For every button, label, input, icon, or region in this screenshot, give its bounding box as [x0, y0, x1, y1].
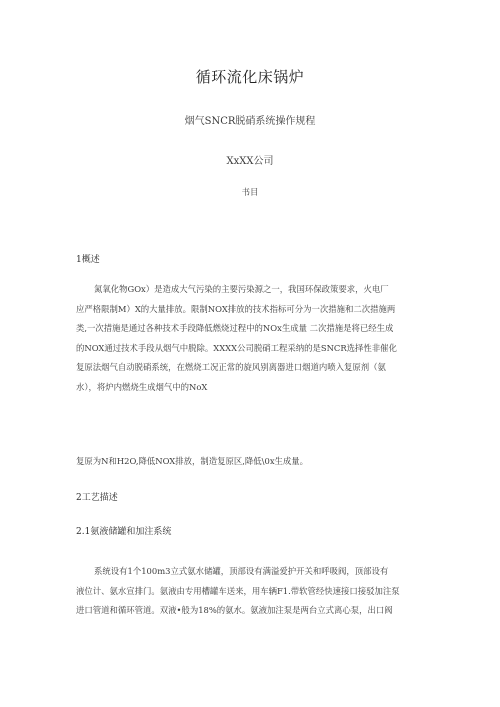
company-name: XxXX公司 [226, 156, 274, 167]
paragraph-line: 水），将炉内燃烧生成烟气中的NoX [76, 381, 208, 392]
paragraph-line: 类,一次措施是通过各种技术手段降低燃烧过程中的NOx生成量 二次措施是将已经生成 [76, 323, 394, 333]
toc-label: 书目 [241, 188, 259, 198]
document-subtitle: 烟气SNCR脱硝系统操作规程 [184, 116, 316, 127]
paragraph-line: 系统设有1个100m3立式氨水储罐，顶部设有满溢爱护开关和呼吸阀，顶部设有 [94, 566, 389, 576]
paragraph-line: 氮氧化物GOx）是造成大气污染的主要污染源之一，我国环保政策要求，火电厂 [94, 284, 389, 294]
section-heading-overview: 1概述 [76, 255, 100, 265]
paragraph-line: 液位计、氨水宣排门。氨液由专用槽罐车送来，用车辆F1.带软管经快速接口接驳加注泵 [76, 585, 400, 596]
subsection-heading-ammonia: 2.1氨液储罐和加注系统 [76, 527, 172, 537]
section-heading-process: 2工艺描述 [76, 493, 118, 503]
document-title: 循环流化床锅炉 [195, 68, 305, 86]
overview-paragraph [76, 280, 426, 397]
paragraph-line: 复原法烟气自动脱硝系统，在燃烧工况正常的旋风别离器进口烟道内喷入复原剂（氨 [76, 362, 386, 372]
paragraph-line: 复原为N和H2O,降低NOX排放，制造复原区,降低\0x生成量。 [76, 456, 309, 466]
reduction-paragraph [76, 452, 426, 472]
paragraph-line: 的NOX通过技术手段从烟气中脱除。XXXX公司脱硝工程采纳的是SNCR选择性非催化 [76, 342, 397, 353]
paragraph-line: 进口管道和循环管道。双液•般为18%的氨水。氨液加注泵是两台立式离心泵，出口阀 [76, 605, 393, 615]
paragraph-line: 应严格限制M）X的大量排放。限制NOX排放的技术指标可分为一次措施和二次措施两 [76, 303, 396, 314]
ammonia-paragraph [76, 562, 426, 621]
